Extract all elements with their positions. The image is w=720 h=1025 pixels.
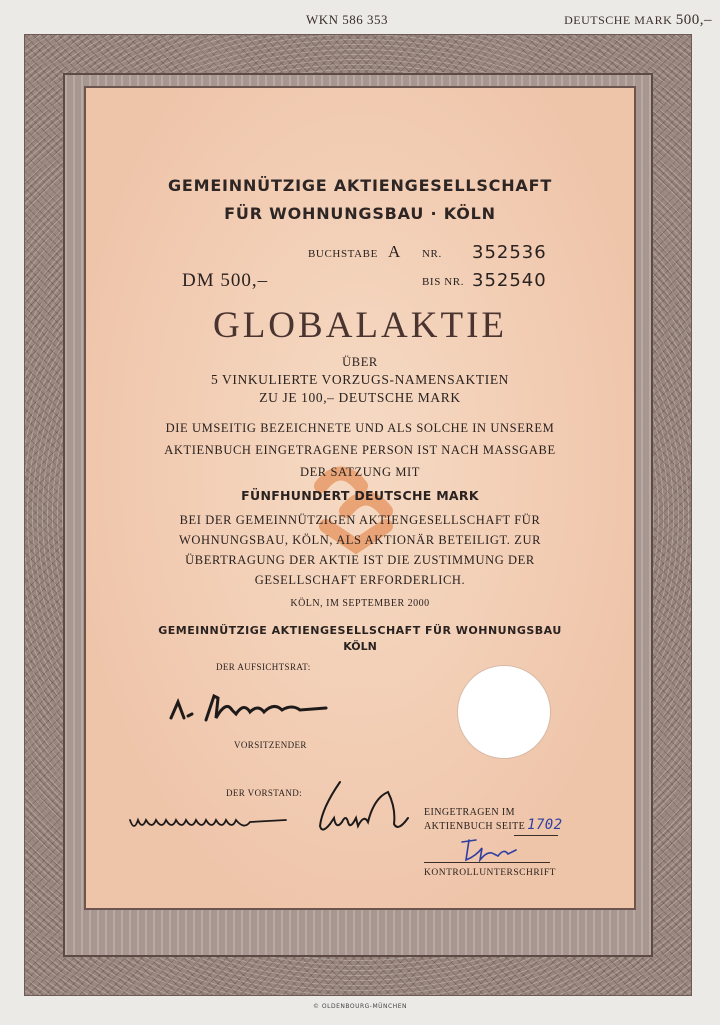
denomination-top	[564, 12, 712, 29]
issuer-line1: GEMEINNÜTZIGE AKTIENGESELLSCHAFT FÜR WOHNUNGSBAU	[158, 624, 562, 637]
body-line3: DER SATZUNG MIT	[299, 465, 421, 479]
vorstand-label: DER VORSTAND:	[226, 788, 303, 798]
amount-in-words: FÜNFHUNDERT DEUTSCHE MARK	[241, 488, 479, 503]
vorstand-signature-1	[126, 806, 296, 842]
seal-circle	[458, 666, 550, 758]
bis-nr-value: 352540	[472, 270, 547, 291]
ueber-line: ÜBER	[342, 355, 378, 369]
buchstabe-value: A	[388, 242, 401, 261]
eingetragen-block	[424, 806, 562, 833]
issuer-line2: KÖLN	[343, 640, 377, 653]
body-line1: DIE UMSEITIG BEZEICHNETE UND ALS SOLCHE IN UNSEREM	[165, 421, 555, 435]
body-line7: GESELLSCHAFT ERFORDERLICH.	[254, 573, 466, 587]
bis-nr-label: BIS NR.	[422, 276, 465, 288]
shares-line1: 5 VINKULIERTE VORZUGS-NAMENSAKTIEN	[210, 372, 510, 387]
company-name-line1: GEMEINNÜTZIGE AKTIENGESELLSCHAFT	[167, 176, 553, 195]
certificate-panel	[84, 86, 636, 910]
body-line4: BEI DER GEMEINNÜTZIGEN AKTIENGESELLSCHAFT FÜR	[179, 513, 541, 527]
kontroll-label: KONTROLLUNTERSCHRIFT	[424, 868, 556, 878]
nr-value: 352536	[472, 242, 547, 263]
wkn-number: WKN 586 353	[306, 12, 389, 27]
vorstand-signature-2	[312, 778, 412, 838]
aufsichtsrat-label: DER AUFSICHTSRAT:	[216, 662, 311, 672]
aktienbuch-seite-label: AKTIENBUCH SEITE	[424, 821, 526, 832]
eingetragen-line1: EINGETRAGEN IM	[424, 807, 515, 818]
company-name-line2: FÜR WOHNUNGSBAU · KÖLN	[224, 204, 496, 223]
buchstabe-label: BUCHSTABE	[308, 248, 378, 260]
body-line6: ÜBERTRAGUNG DER AKTIE IST DIE ZUSTIMMUNG DER	[185, 553, 535, 567]
body-line2: AKTIENBUCH EINGETRAGENE PERSON IST NACH MASSGABE	[164, 443, 556, 457]
aktienbuch-seite-value: 1702	[527, 817, 563, 833]
place-date: KÖLN, IM SEPTEMBER 2000	[290, 598, 430, 609]
eingetragen-line2	[424, 819, 562, 833]
nr-label: NR.	[422, 248, 442, 260]
denomination-label: DEUTSCHE MARK	[564, 13, 673, 27]
kontroll-line	[424, 862, 550, 863]
shares-line2: ZU JE 100,– DEUTSCHE MARK	[259, 390, 461, 405]
dm-amount: DM 500,–	[182, 270, 269, 291]
printer-imprint: © OLDENBOURG-MÜNCHEN	[312, 1003, 408, 1010]
aufsichtsrat-signature	[166, 688, 336, 728]
certificate-title: GLOBALAKTIE	[212, 305, 507, 346]
denomination-value: 500,–	[675, 12, 712, 28]
vorsitzender-label: VORSITZENDER	[234, 740, 307, 750]
body-line5: WOHNUNGSBAU, KÖLN, ALS AKTIONÄR BETEILIGT. ZUR	[178, 533, 542, 547]
